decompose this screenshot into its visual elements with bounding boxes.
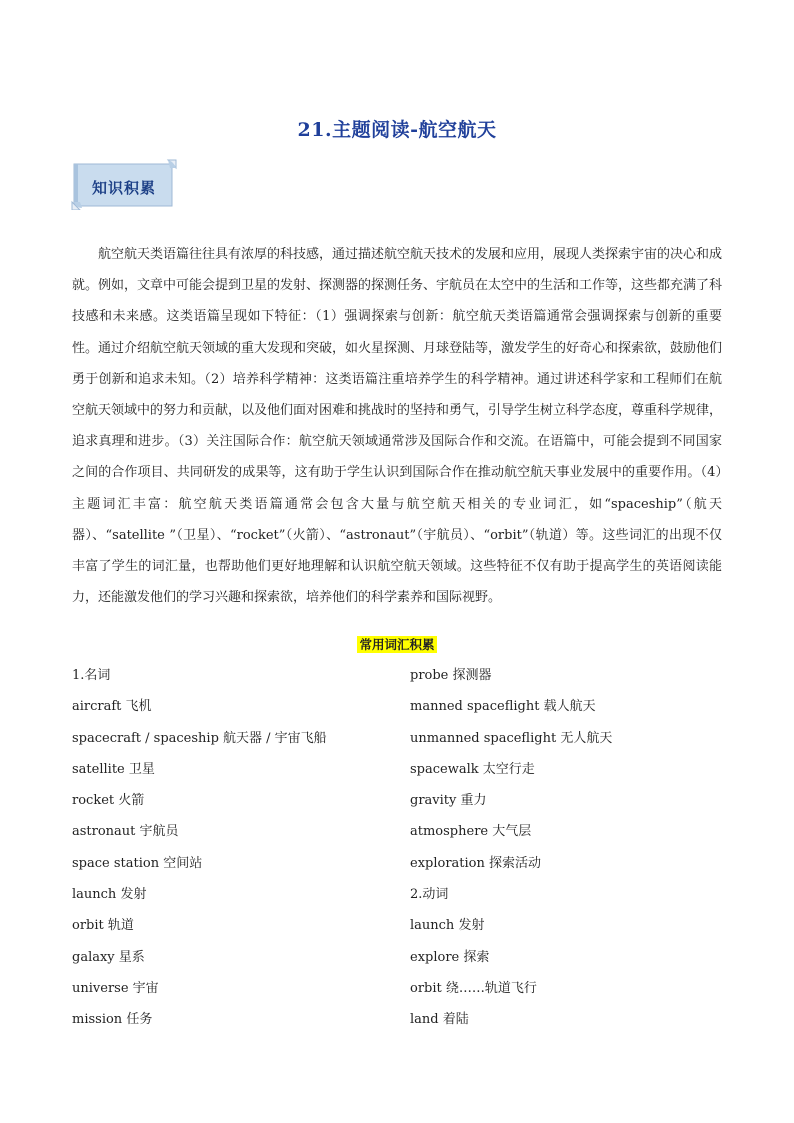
section-banner	[70, 158, 178, 210]
list-item: manned spaceflight 载人航天	[410, 699, 596, 715]
list-item: spacecraft / spaceship 航天器 / 宇宙飞船	[72, 730, 327, 746]
list-item: unmanned spaceflight 无人航天	[410, 730, 613, 746]
list-item: probe 探测器	[410, 668, 492, 683]
list-item: astronaut 宇航员	[72, 824, 179, 840]
list-item: explore 探索	[410, 949, 490, 965]
vocab-heading	[0, 634, 794, 653]
section-label: 知识积累	[91, 179, 156, 197]
list-item: spacewalk 太空行走	[410, 761, 535, 777]
intro-paragraph: 航空航天类语篇往往具有浓厚的科技感，通过描述航空航天技术的发展和应用，展现人类探索宇宙的决心和成就。例如，文章中可能会提到卫星的发射、探测器的探测任务、宇航员在太空中的生活和工作等，这些都充满了科技感和未来感。这类语篇呈现如下特征：（1）强调探索与创新：航空航天类语篇通常会强调探索与创新的重要性。通过介绍航空航天领域的重大发现和突破，如火星探测、月球登陆等，激发学生的好奇心和探索欲，鼓励他们勇于创新和追求未知。（2）培养科学精神：这类语篇注重培养学生的科学精神。通过讲述科学家和工程师们在航空航天领域中的努力和贡献，以及他们面对困难和挑战时的坚持和勇气，引导学生树立科学态度，尊重科学规律，追求真理和进步。（3）关注国际合作：航空航天领域通常涉及国际合作和交流。在语篇中，可能会提到不同国家之间的合作项目、共同研发的成果等，这有助于学生认识到国际合作在推动航空航天事业发展中的重要作用。（4）主题词汇丰富：航空航天类语篇通常会包含大量与航空航天相关的专业词汇，如“spaceship”（航天器）、“satellite ”（卫星）、“rocket”（火箭）、“astronaut”（宇航员）、“orbit”（轨道）等。这些词汇的出现不仅丰富了学生的词汇量，也帮助他们更好地理解和认识航空航天领域。这些特征不仅有助于提高学生的英语阅读能力，还能激发他们的学习兴趣和探索欲，培养他们的科学素养和国际视野。	[72, 247, 723, 606]
list-item: launch 发射	[72, 887, 147, 903]
vocab-list-left	[72, 660, 402, 1036]
list-item: rocket 火箭	[72, 793, 145, 809]
list-item: 2.动词	[410, 887, 449, 903]
list-item: atmosphere 大气层	[410, 824, 532, 840]
vocab-heading-text: 常用词汇积累	[359, 637, 435, 652]
list-item: launch 发射	[410, 918, 485, 934]
list-item: 1.名词	[72, 668, 111, 683]
page-title: 21.主题阅读-航空航天	[297, 119, 497, 141]
list-item: gravity 重力	[410, 793, 487, 809]
list-item: land 着陆	[410, 1012, 469, 1028]
list-item: exploration 探索活动	[410, 855, 542, 871]
list-item: orbit 轨道	[72, 918, 134, 934]
list-item: universe 宇宙	[72, 980, 159, 996]
list-item: orbit 绕……轨道飞行	[410, 980, 537, 996]
list-item: space station 空间站	[72, 855, 203, 871]
list-item: satellite 卫星	[72, 761, 155, 777]
list-item: aircraft 飞机	[72, 699, 152, 715]
vocab-list-right	[410, 660, 740, 1036]
list-item: mission 任务	[72, 1012, 153, 1028]
list-item: galaxy 星系	[72, 949, 145, 965]
